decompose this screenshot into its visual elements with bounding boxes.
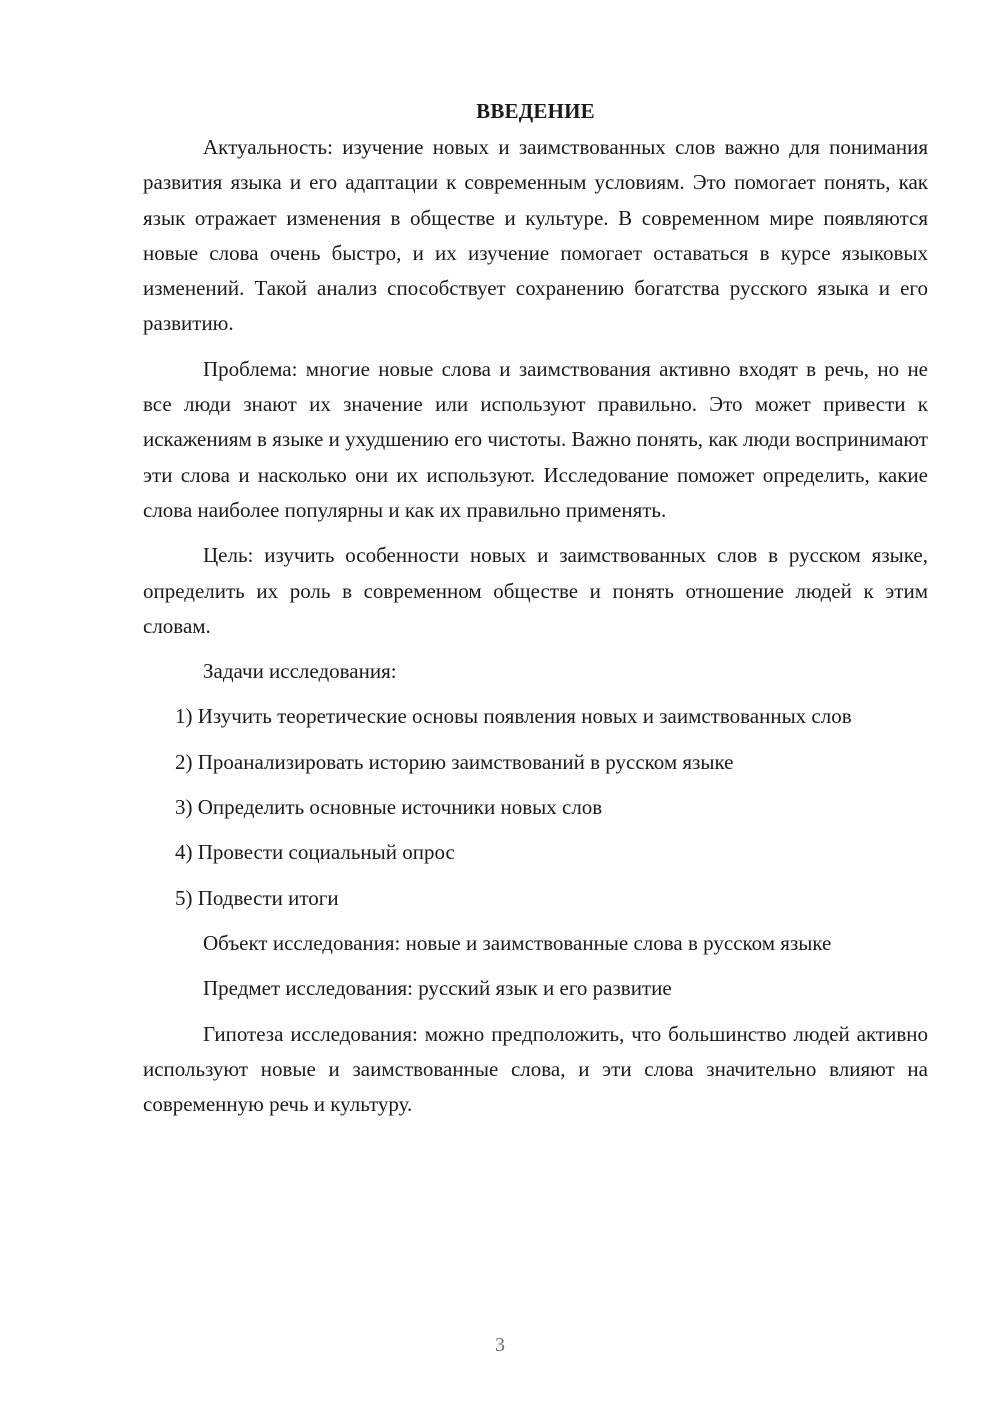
tasks-heading: Задачи исследования: <box>203 659 397 684</box>
section-title: ВВЕДЕНИЕ <box>476 99 595 123</box>
document-page <box>143 96 928 1132</box>
page-number: 3 <box>495 1334 505 1356</box>
task-item: 3) Определить основные источники новых слов <box>175 795 603 820</box>
paragraph-relevance: Актуальность: изучение новых и заимствованных слов важно для понимания развития языка и его адаптации к современным условиям. Это помогает понять, как язык отражает изменения в обществе и культуре. В современном мире появляются новые слова очень быстро, и их изучение помогает оставаться в курсе языковых изменений. Такой анализ способствует сохранению богатства русского языка и его развитию. <box>143 135 928 336</box>
task-item: 5) Подвести итоги <box>175 885 339 910</box>
paragraph-goal: Цель: изучить особенности новых и заимствованных слов в русском языке, определить их роль в современном обществе и понять отношение людей к этим словам. <box>143 543 928 638</box>
paragraph-hypothesis: Гипотеза исследования: можно предположить, что большинство людей активно используют новые и заимствованные слова, и эти слова значительно влияют на современную речь и культуру. <box>143 1021 928 1117</box>
task-item: 2) Проанализировать историю заимствований в русском языке <box>175 749 734 774</box>
paragraph-object: Объект исследования: новые и заимствованные слова в русском языке <box>203 930 832 955</box>
task-item: 4) Провести социальный опрос <box>175 840 455 865</box>
tasks-list <box>143 699 928 915</box>
paragraph-problem: Проблема: многие новые слова и заимствования активно входят в речь, но не все люди знают их значение или используют правильно. Это может привести к искажениям в языке и ухудшению его чистоты. Важно понять, как люди воспринимают эти слова и насколько они их используют. Исследование поможет определить, какие слова наиболее популярны и как их правильно применять. <box>143 356 928 522</box>
task-item: 1) Изучить теоретические основы появления новых и заимствованных слов <box>175 704 852 729</box>
paragraph-subject: Предмет исследования: русский язык и его развитие <box>203 976 672 1001</box>
